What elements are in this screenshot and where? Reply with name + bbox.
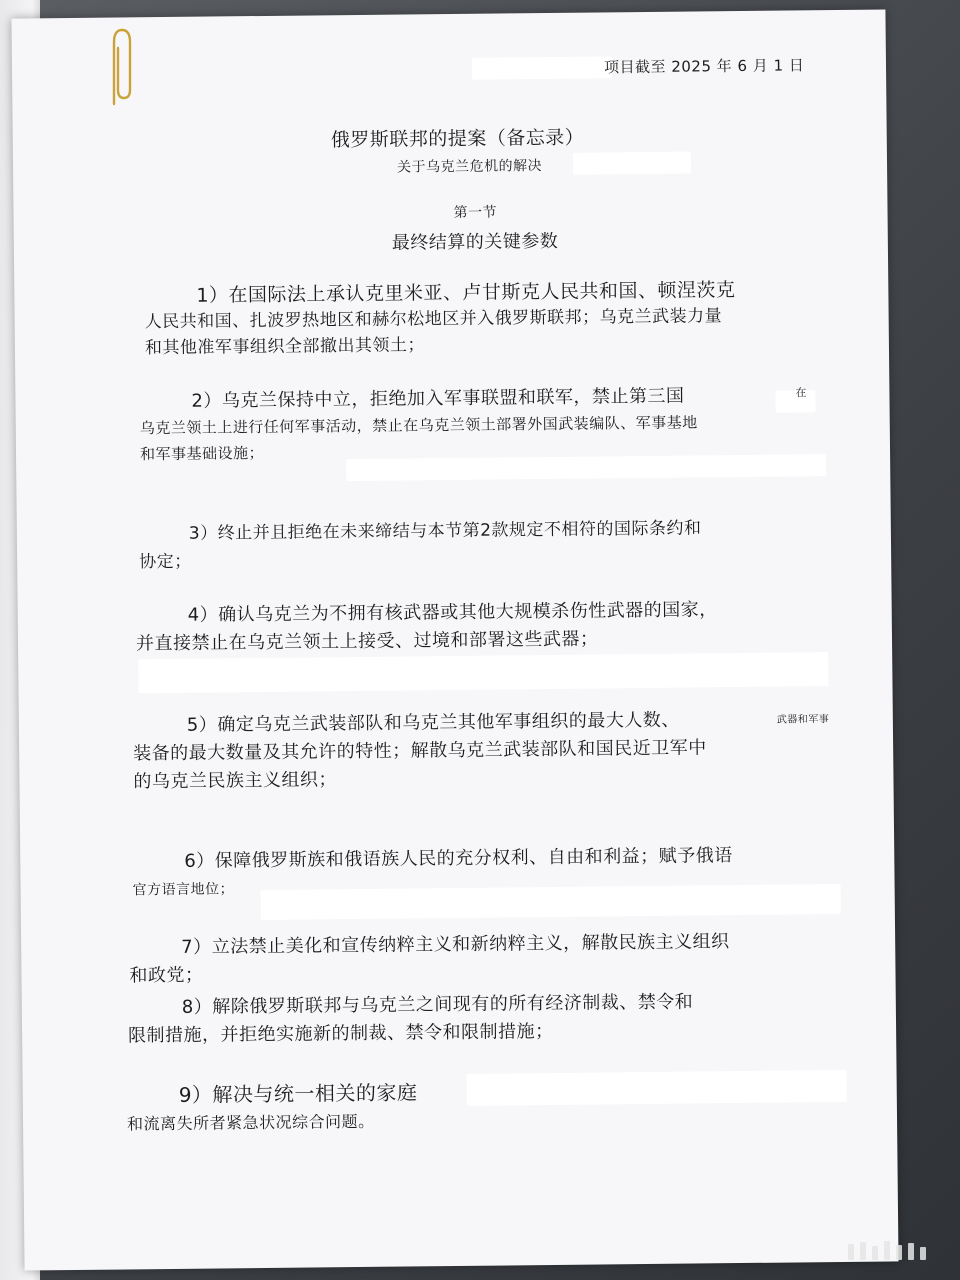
clause-3-line-2: 协定； <box>139 551 192 573</box>
redaction-patch <box>467 1070 847 1106</box>
clause-8-line-2: 限制措施，并拒绝实施新的制裁、禁令和限制措施； <box>128 1020 554 1047</box>
date-line: 项目截至 2025 年 6 月 1 日 <box>603 56 805 77</box>
clause-2-line-2: 乌克兰领土上进行任何军事活动，禁止在乌克兰领土部署外国武装编队、军事基地 <box>139 413 698 438</box>
clause-6-line-2: 官方语言地位； <box>132 881 235 899</box>
clause-1-line-1: 1）在国际法上承认克里米亚、卢甘斯克人民共和国、顿涅茨克 <box>196 279 736 307</box>
clause-5-line-2: 装备的最大数量及其允许的特性；解散乌克兰武装部队和国民近卫军中 <box>133 737 707 765</box>
clause-6-line-1: 6）保障俄罗斯族和俄语族人民的充分权利、自由和利益；赋予俄语 <box>184 845 733 872</box>
redaction-patch <box>261 884 841 920</box>
document-subtitle: 关于乌克兰危机的解决 <box>396 158 543 176</box>
clause-5-note: 武器和军事 <box>776 714 830 726</box>
redaction-patch <box>138 652 828 693</box>
clause-5-line-1: 5）确定乌克兰武装部队和乌克兰其他军事组织的最大人数、 <box>186 709 680 736</box>
clause-9-line-2: 和流离失所者紧急状况综合问题。 <box>126 1111 375 1134</box>
clause-5-line-3: 的乌克兰民族主义组织； <box>133 769 338 793</box>
clause-7-line-1: 7）立法禁止美化和宣传纳粹主义和新纳粹主义，解散民族主义组织 <box>181 931 730 958</box>
clause-2-line-1: 2）乌克兰保持中立，拒绝加入军事联盟和联军，禁止第三国 <box>191 385 685 412</box>
clause-8-line-1: 8）解除俄罗斯联邦与乌克兰之间现有的所有经济制裁、禁令和 <box>181 991 694 1018</box>
clause-9-line-1: 9）解决与统一相关的家庭 <box>178 1080 418 1107</box>
document-title: 俄罗斯联邦的提案（备忘录） <box>330 126 585 152</box>
clause-2-line-3: 和军事基础设施； <box>139 443 265 464</box>
watermark-icon <box>844 1238 936 1264</box>
redaction-patch <box>573 152 691 175</box>
section-heading: 最终结算的关键参数 <box>391 230 559 254</box>
clause-1-line-2: 人民共和国、扎波罗热地区和赫尔松地区并入俄罗斯联邦；乌克兰武装力量 <box>144 306 723 333</box>
clause-3-line-1: 3）终止并且拒绝在未来缔结与本节第2款规定不相符的国际条约和 <box>188 518 702 544</box>
paperclip-icon <box>106 24 134 112</box>
clause-4-line-2: 并直接禁止在乌克兰领土上接受、过境和部署这些武器； <box>135 628 599 655</box>
section-number: 第一节 <box>453 204 498 221</box>
document-page <box>11 9 898 1270</box>
clause-4-line-1: 4）确认乌克兰为不拥有核武器或其他大规模杀伤性武器的国家， <box>187 599 718 626</box>
redaction-patch <box>346 454 826 481</box>
clause-7-line-2: 和政党； <box>129 964 204 987</box>
redaction-patch <box>472 56 612 79</box>
clause-1-line-3: 和其他准军事组织全部撤出其领土； <box>144 335 426 359</box>
clause-2-note: 在 <box>795 386 807 400</box>
